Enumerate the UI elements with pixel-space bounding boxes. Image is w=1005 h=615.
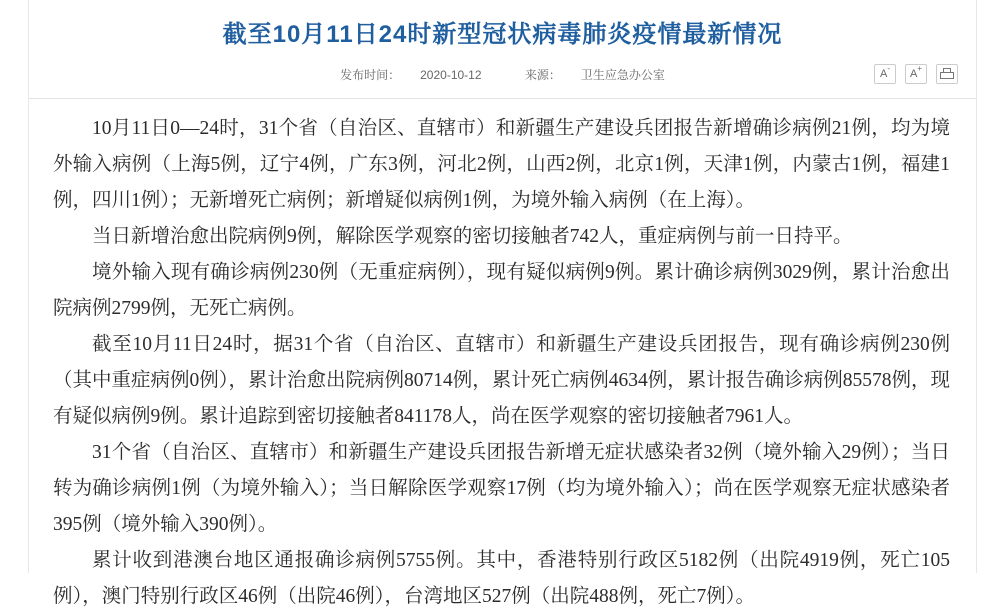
paragraph: 境外输入现有确诊病例230例（无重症病例），现有疑似病例9例。累计确诊病例3029例，累计治愈出院病例2799例，无死亡病例。 (53, 262, 950, 319)
article-tools (874, 64, 958, 84)
paragraph: 当日新增治愈出院病例9例，解除医学观察的密切接触者742人，重症病例与前一日持平。 (92, 226, 853, 247)
publish-date: 2020-10-12 (420, 68, 482, 82)
source-name: 卫生应急办公室 (580, 68, 665, 82)
font-increase-sup: + (917, 64, 922, 73)
font-decrease-button[interactable] (874, 64, 896, 84)
printer-icon[interactable] (936, 64, 958, 84)
publish-label: 发布时间： (340, 68, 401, 82)
meta-center (29, 66, 976, 83)
font-increase-label: A (909, 68, 918, 80)
article-content (29, 0, 976, 607)
font-decrease-sup: - (887, 64, 890, 73)
article-meta (29, 66, 976, 92)
article-body (29, 99, 976, 615)
font-decrease-label: A (879, 68, 888, 80)
right-rail (976, 0, 1005, 573)
left-rail (0, 0, 29, 573)
paragraph: 10月11日0—24时，31个省（自治区、直辖市）和新疆生产建设兵团报告新增确诊病例21例，均为境外输入病例（上海5例，辽宁4例，广东3例，河北2例，山西2例，北京1例，天津1例，内蒙古1例，福建1例，四川1例）；无新增死亡病例；新增疑似病例1例，为境外输入病例（在上海）。 (53, 118, 950, 211)
paragraph: 截至10月11日24时，据31个省（自治区、直辖市）和新疆生产建设兵团报告，现有确诊病例230例（其中重症病例0例），累计治愈出院病例80714例，累计死亡病例4634例，累计报告确诊病例85578例，现有疑似病例9例。累计追踪到密切接触者841178人，尚在医学观察的密切接触者7961人。 (53, 334, 951, 427)
paragraph: 31个省（自治区、直辖市）和新疆生产建设兵团报告新增无症状感染者32例（境外输入29例）；当日转为确诊病例1例（为境外输入）；当日解除医学观察17例（均为境外输入）；尚在医学观察无症状感染者395例（境外输入390例）。 (53, 442, 950, 535)
publish-time (330, 68, 491, 82)
page-title: 截至10月11日24时新型冠状病毒肺炎疫情最新情况 (222, 21, 783, 48)
paragraph: 累计收到港澳台地区通报确诊病例5755例。其中，香港特别行政区5182例（出院4919例，死亡105例），澳门特别行政区46例（出院46例），台湾地区527例（出院488例，死亡7例）。 (53, 550, 950, 607)
source-info (515, 68, 675, 82)
font-increase-button[interactable] (905, 64, 927, 84)
source-label: 来源： (524, 68, 561, 82)
